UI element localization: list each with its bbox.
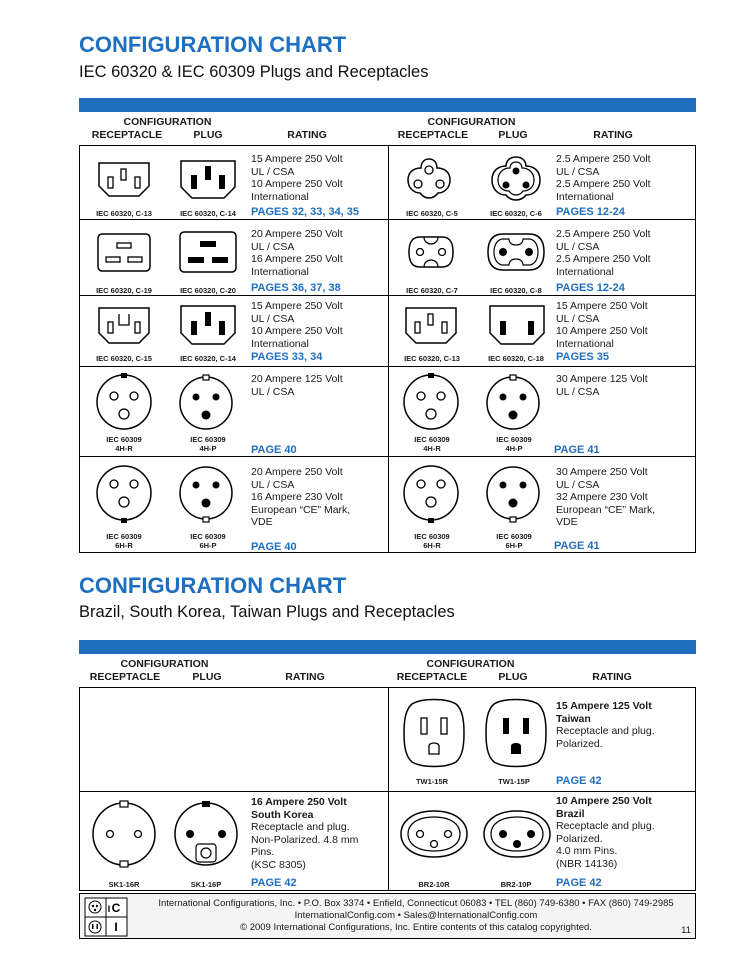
c5-receptacle-icon xyxy=(405,156,453,200)
svg-text:I: I xyxy=(107,904,111,914)
section1-subtitle: IEC 60320 & IEC 60309 Plugs and Receptacles xyxy=(79,63,429,81)
col-configuration-right: CONFIGURATION xyxy=(427,116,516,128)
col-configuration-left: CONFIGURATION xyxy=(123,116,212,128)
col-configuration-left: CONFIGURATION xyxy=(120,658,209,670)
page-number: 11 xyxy=(681,925,691,936)
row-divider xyxy=(80,366,695,367)
rating-text: 16 Ampere 250 Volt South Korea Receptacle and plug. Non-Polarized. 4.8 mm Pins. (KSC 8305) xyxy=(251,796,359,871)
caption-rec: IEC 60309 6H-R xyxy=(106,532,142,550)
caption-rec: IEC 60320, C-19 xyxy=(96,286,152,295)
c8-plug-icon xyxy=(485,231,547,273)
sk1-16r-receptacle-icon xyxy=(90,800,158,868)
section2-subtitle: Brazil, South Korea, Taiwan Plugs and Receptacles xyxy=(79,603,455,621)
row-divider xyxy=(80,219,695,220)
rating-text: 30 Ampere 125 Volt UL / CSA xyxy=(556,373,648,398)
caption-plug: IEC 60320, C-14 xyxy=(180,354,236,363)
iec60309-6h-receptacle-icon xyxy=(94,462,154,524)
caption-plug: IEC 60320, C-18 xyxy=(488,354,544,363)
c13-receptacle-icon xyxy=(95,160,153,198)
pages-link: PAGE 42 xyxy=(556,877,602,889)
row-divider xyxy=(80,791,695,792)
caption-rec: IEC 60320, C-13 xyxy=(96,209,152,218)
footer-copyright: © 2009 International Configurations, Inc. Entire contents of this catalog copyrighted. xyxy=(240,922,592,933)
iec60309-6h-plug-icon xyxy=(177,464,235,524)
caption-rec: IEC 60309 4H-R xyxy=(106,435,142,453)
pages-link: PAGES 12-24 xyxy=(556,206,625,218)
rating-text: 20 Ampere 125 Volt UL / CSA xyxy=(251,373,343,398)
c7-receptacle-icon xyxy=(406,234,456,270)
rating-text: 15 Ampere 125 Volt Taiwan Receptacle and plug. Polarized. xyxy=(556,700,655,750)
c20-plug-icon xyxy=(177,229,239,275)
caption-rec: IEC 60320, C-5 xyxy=(406,209,458,218)
caption-rec: TW1-15R xyxy=(415,777,449,786)
footer-address: International Configurations, Inc. • P.O. Box 3374 • Enfield, Connecticut 06083 • TEL (860) 749-6380 • FAX (860) 749-2985 xyxy=(158,898,674,909)
caption-plug: TW1-15P xyxy=(498,777,530,786)
rating-text: 15 Ampere 250 Volt UL / CSA 10 Ampere 250 Volt International xyxy=(251,300,343,350)
svg-text:C: C xyxy=(111,901,121,915)
iec60309-4h-receptacle-icon xyxy=(401,372,461,432)
pages-link: PAGE 40 xyxy=(251,444,297,456)
c15-receptacle-icon xyxy=(95,305,153,345)
col-configuration-right: CONFIGURATION xyxy=(426,658,515,670)
pages-link: PAGES 33, 34 xyxy=(251,351,323,363)
footer xyxy=(79,893,696,939)
caption-plug: IEC 60309 4H-P xyxy=(496,435,532,453)
caption-rec: BR2-10R xyxy=(418,880,450,889)
table-divider xyxy=(388,146,389,552)
row-divider xyxy=(80,295,695,296)
svg-text:I: I xyxy=(114,920,118,934)
tw1-15r-receptacle-icon xyxy=(402,696,466,770)
col-receptacle-left: RECEPTACLE xyxy=(89,671,161,683)
rating-text: 2.5 Ampere 250 Volt UL / CSA 2.5 Ampere 250 Volt International xyxy=(556,153,651,203)
col-receptacle-right: RECEPTACLE xyxy=(396,671,468,683)
c19-receptacle-icon xyxy=(95,231,153,273)
iec60309-4h-plug-icon xyxy=(177,374,235,432)
col-receptacle-left: RECEPTACLE xyxy=(91,129,163,141)
iec60309-4h-receptacle-icon xyxy=(94,372,154,432)
col-rating-left: RATING xyxy=(285,671,325,683)
caption-plug: IEC 60309 6H-P xyxy=(190,532,226,550)
col-rating-right: RATING xyxy=(593,129,633,141)
col-receptacle-right: RECEPTACLE xyxy=(397,129,469,141)
rating-text: 30 Ampere 250 Volt UL / CSA 32 Ampere 230 Volt European “CE” Mark, VDE xyxy=(556,466,656,529)
caption-rec: IEC 60320, C-15 xyxy=(96,354,152,363)
pages-link: PAGE 41 xyxy=(554,444,600,456)
tw1-15p-plug-icon xyxy=(484,696,548,770)
pages-link: PAGES 12-24 xyxy=(556,282,625,294)
caption-plug: IEC 60309 6H-P xyxy=(496,532,532,550)
c14-plug-icon xyxy=(177,158,239,200)
rating-text: 20 Ampere 250 Volt UL / CSA 16 Ampere 230 Volt European “CE” Mark, VDE xyxy=(251,466,351,529)
caption-rec: SK1-16R xyxy=(108,880,140,889)
row-divider xyxy=(80,456,695,457)
pages-link: PAGES 35 xyxy=(556,351,609,363)
pages-link: PAGE 42 xyxy=(251,877,297,889)
footer-contact: InternationalConfig.com • Sales@InternationalConfig.com xyxy=(294,910,538,921)
iec60309-6h-receptacle-icon xyxy=(401,462,461,524)
col-rating-right: RATING xyxy=(592,671,632,683)
br2-10r-receptacle-icon xyxy=(398,808,470,860)
col-rating-left: RATING xyxy=(287,129,327,141)
caption-plug: IEC 60320, C-14 xyxy=(180,209,236,218)
section2-title: CONFIGURATION CHART xyxy=(79,573,347,598)
section1-title: CONFIGURATION CHART xyxy=(79,32,347,57)
caption-rec: IEC 60320, C-13 xyxy=(404,354,460,363)
pages-link: PAGE 41 xyxy=(554,540,600,552)
caption-rec: IEC 60320, C-7 xyxy=(406,286,458,295)
caption-plug: IEC 60320, C-6 xyxy=(490,209,542,218)
iec60309-4h-plug-icon xyxy=(484,374,542,432)
sk1-16p-plug-icon xyxy=(172,800,240,868)
rating-text: 15 Ampere 250 Volt UL / CSA 10 Ampere 250 Volt International xyxy=(251,153,343,203)
pages-link: PAGE 42 xyxy=(556,775,602,787)
caption-plug: IEC 60320, C-8 xyxy=(490,286,542,295)
c6-plug-icon xyxy=(489,154,543,202)
table-divider xyxy=(388,688,389,890)
br2-10p-plug-icon xyxy=(481,808,553,860)
caption-rec: IEC 60309 4H-R xyxy=(414,435,450,453)
caption-plug: BR2-10P xyxy=(500,880,532,889)
rating-text: 2.5 Ampere 250 Volt UL / CSA 2.5 Ampere 250 Volt International xyxy=(556,228,651,278)
ici-logo-icon xyxy=(84,897,128,937)
col-plug-right: PLUG xyxy=(498,671,528,683)
caption-rec: IEC 60309 6H-R xyxy=(414,532,450,550)
caption-plug: IEC 60320, C-20 xyxy=(180,286,236,295)
c13-receptacle-icon xyxy=(402,305,460,345)
section2-bar xyxy=(79,640,696,654)
col-plug-left: PLUG xyxy=(193,129,223,141)
rating-text: 20 Ampere 250 Volt UL / CSA 16 Ampere 250 Volt International xyxy=(251,228,343,278)
rating-text: 10 Ampere 250 Volt Brazil Receptacle and plug. Polarized. 4.0 mm Pins. (NBR 14136) xyxy=(556,795,655,870)
pages-link: PAGE 40 xyxy=(251,541,297,553)
iec60309-6h-plug-icon xyxy=(484,464,542,524)
rating-text: 15 Ampere 250 Volt UL / CSA 10 Ampere 250 Volt International xyxy=(556,300,648,350)
caption-plug: SK1-16P xyxy=(190,880,222,889)
section1-bar xyxy=(79,98,696,112)
c18-plug-icon xyxy=(486,303,548,347)
pages-link: PAGES 36, 37, 38 xyxy=(251,282,341,294)
col-plug-left: PLUG xyxy=(192,671,222,683)
col-plug-right: PLUG xyxy=(498,129,528,141)
pages-link: PAGES 32, 33, 34, 35 xyxy=(251,206,360,218)
c14-plug-icon xyxy=(177,303,239,347)
caption-plug: IEC 60309 4H-P xyxy=(190,435,226,453)
